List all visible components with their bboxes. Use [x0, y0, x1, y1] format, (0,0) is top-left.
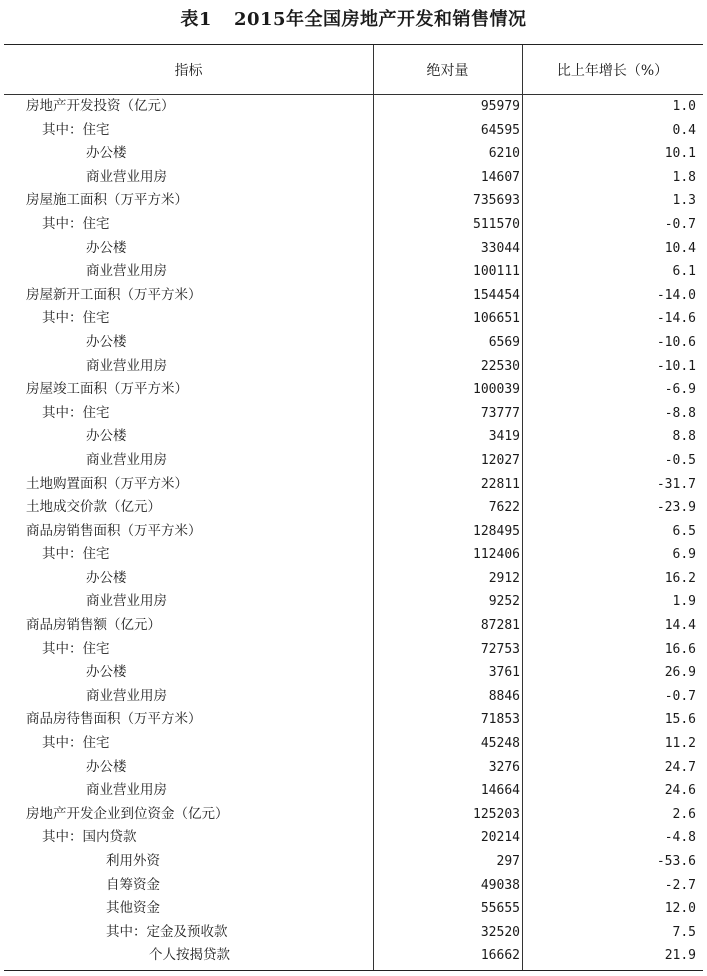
row-growth-value: 11.2: [664, 736, 696, 752]
row-absolute-value: 154454: [473, 287, 520, 303]
row-label: 商品房待售面积（万平方米）: [26, 711, 202, 728]
row-label: 商业营业用房: [86, 593, 167, 610]
row-absolute-value: 511570: [473, 216, 520, 232]
table-row: [4, 614, 703, 638]
row-growth-value: -0.7: [664, 688, 696, 704]
table-row: [4, 520, 703, 544]
row-absolute-value: 12027: [480, 452, 520, 468]
row-label: 土地成交价款（亿元）: [26, 499, 161, 516]
table-body: [4, 95, 703, 968]
row-label: 办公楼: [86, 569, 127, 586]
table-header: [4, 45, 703, 95]
row-growth-value: 6.1: [672, 264, 696, 280]
row-absolute-value: 125203: [473, 806, 520, 822]
row-label: 其他资金: [106, 900, 160, 917]
row-absolute-value: 6210: [488, 146, 520, 162]
row-label: 自筹资金: [106, 876, 160, 893]
row-growth-value: 8.8: [672, 429, 696, 445]
table-row: [4, 944, 703, 968]
row-label: 利用外资: [106, 853, 160, 869]
row-growth-value: -2.7: [664, 877, 696, 893]
row-label: 房地产开发投资（亿元）: [26, 98, 175, 114]
row-absolute-value: 49038: [480, 877, 520, 893]
row-growth-value: -23.9: [656, 500, 696, 516]
row-absolute-value: 16662: [480, 948, 520, 964]
table-caption: 2015年全国房地产开发和销售情况: [233, 9, 527, 30]
table-row: [4, 237, 703, 261]
row-growth-value: -0.7: [664, 216, 696, 232]
row-absolute-value: 3761: [488, 665, 520, 681]
row-absolute-value: 71853: [480, 712, 520, 728]
row-growth-value: -6.9: [664, 382, 696, 398]
row-growth-value: -10.1: [656, 358, 696, 374]
row-label: 办公楼: [86, 428, 127, 445]
row-growth-value: -10.6: [656, 334, 696, 350]
table-row: [4, 543, 703, 567]
row-label: 其中：住宅: [42, 404, 110, 421]
header-indicator: 指标: [174, 63, 203, 79]
row-label: 商业营业用房: [86, 168, 167, 185]
table-row: [4, 850, 703, 874]
row-absolute-value: 45248: [480, 736, 520, 752]
row-label: 其中：住宅: [42, 121, 110, 138]
table-row: [4, 897, 703, 921]
table-row: [4, 708, 703, 732]
table-row: [4, 307, 703, 331]
row-growth-value: 24.7: [664, 759, 696, 775]
row-absolute-value: 7622: [488, 500, 520, 516]
row-label: 房屋竣工面积（万平方米）: [26, 381, 188, 398]
row-label: 其中：住宅: [42, 640, 110, 657]
row-growth-value: 12.0: [664, 901, 696, 917]
table-row: [4, 166, 703, 190]
row-absolute-value: 22811: [480, 476, 520, 492]
row-absolute-value: 14664: [480, 783, 520, 799]
row-growth-value: 14.4: [664, 618, 696, 634]
table-row: [4, 355, 703, 379]
table-row: [4, 779, 703, 803]
row-growth-value: 10.4: [664, 240, 696, 256]
row-growth-value: 1.3: [672, 193, 696, 209]
row-label: 土地购置面积（万平方米）: [26, 475, 188, 492]
row-growth-value: 24.6: [664, 783, 696, 799]
row-growth-value: 10.1: [664, 146, 696, 162]
row-growth-value: 21.9: [664, 948, 696, 964]
row-absolute-value: 20214: [480, 830, 520, 846]
row-label: 办公楼: [86, 145, 127, 162]
row-absolute-value: 33044: [480, 240, 520, 256]
row-growth-value: 16.2: [664, 570, 696, 586]
table-row: [4, 284, 703, 308]
table-row: [4, 661, 703, 685]
row-growth-value: -0.5: [664, 452, 696, 468]
row-label: 商业营业用房: [86, 357, 167, 374]
row-absolute-value: 95979: [480, 99, 520, 114]
row-label: 办公楼: [86, 333, 127, 350]
row-absolute-value: 100039: [473, 382, 520, 398]
table-row: [4, 378, 703, 402]
row-label: 商业营业用房: [86, 782, 167, 799]
row-absolute-value: 87281: [480, 618, 520, 634]
table-row: [4, 638, 703, 662]
row-absolute-value: 735693: [473, 193, 520, 209]
row-growth-value: 2.6: [672, 806, 696, 822]
row-label: 办公楼: [86, 758, 127, 775]
row-absolute-value: 112406: [473, 547, 520, 563]
table-row: [4, 449, 703, 473]
table-row: [4, 685, 703, 709]
row-growth-value: 26.9: [664, 665, 696, 681]
row-growth-value: 6.5: [672, 523, 696, 539]
table-row: [4, 803, 703, 827]
table-row: [4, 732, 703, 756]
row-absolute-value: 106651: [473, 311, 520, 327]
row-label: 商业营业用房: [86, 687, 167, 704]
header-absolute: 绝对量: [426, 63, 469, 79]
row-absolute-value: 55655: [480, 901, 520, 917]
row-absolute-value: 64595: [480, 122, 520, 138]
row-growth-value: 1.0: [672, 99, 696, 114]
row-growth-value: -31.7: [656, 476, 696, 492]
row-absolute-value: 3419: [488, 429, 520, 445]
table-row: [4, 260, 703, 284]
row-growth-value: 0.4: [672, 122, 696, 138]
row-growth-value: 6.9: [672, 547, 696, 563]
table-row: [4, 567, 703, 591]
row-label: 其中：住宅: [42, 735, 110, 752]
row-absolute-value: 100111: [473, 264, 520, 280]
row-growth-value: 15.6: [664, 712, 696, 728]
table-row: [4, 142, 703, 166]
row-label: 办公楼: [86, 664, 127, 681]
table-number: 表1: [180, 9, 212, 30]
table-title: [0, 6, 707, 34]
row-absolute-value: 2912: [488, 570, 520, 586]
table-row: [4, 756, 703, 780]
row-growth-value: -53.6: [656, 854, 696, 869]
row-label: 其中：国内贷款: [42, 829, 137, 846]
table-row: [4, 213, 703, 237]
table-row: [4, 402, 703, 426]
table-row: [4, 119, 703, 143]
row-label: 其中：住宅: [42, 215, 110, 232]
table-row: [4, 331, 703, 355]
table-row: [4, 874, 703, 898]
row-growth-value: -14.6: [656, 311, 696, 327]
row-growth-value: -14.0: [656, 287, 696, 303]
table-row: [4, 921, 703, 945]
header-growth: 比上年增长（%）: [556, 63, 669, 79]
row-label: 其中：住宅: [42, 310, 110, 327]
row-label: 个人按揭贷款: [149, 947, 230, 964]
row-absolute-value: 73777: [480, 405, 520, 421]
row-label: 房屋施工面积（万平方米）: [26, 192, 188, 209]
row-absolute-value: 9252: [488, 594, 520, 610]
row-absolute-value: 8846: [488, 688, 520, 704]
row-absolute-value: 14607: [480, 169, 520, 185]
row-label: 其中：定金及预收款: [106, 923, 228, 940]
row-label: 商业营业用房: [86, 451, 167, 468]
row-label: 商品房销售额（亿元）: [26, 617, 161, 634]
row-absolute-value: 3276: [488, 759, 520, 775]
row-growth-value: 1.8: [672, 169, 696, 185]
row-absolute-value: 22530: [480, 358, 520, 374]
row-absolute-value: 128495: [473, 523, 520, 539]
table-row: [4, 590, 703, 614]
table-row: [4, 473, 703, 497]
table-row: [4, 189, 703, 213]
row-growth-value: 7.5: [672, 924, 696, 940]
row-absolute-value: 32520: [480, 924, 520, 940]
row-label: 房屋新开工面积（万平方米）: [26, 286, 202, 303]
row-absolute-value: 72753: [480, 641, 520, 657]
row-label: 商业营业用房: [86, 263, 167, 280]
table-row: [4, 95, 703, 119]
row-growth-value: -8.8: [664, 405, 696, 421]
row-label: 办公楼: [86, 239, 127, 256]
table-row: [4, 826, 703, 850]
row-label: 商品房销售面积（万平方米）: [26, 522, 202, 539]
row-growth-value: 1.9: [672, 594, 696, 610]
row-absolute-value: 297: [496, 854, 520, 869]
row-label: 其中：住宅: [42, 546, 110, 563]
table-row: [4, 496, 703, 520]
row-label: 房地产开发企业到位资金（亿元）: [26, 805, 229, 822]
row-absolute-value: 6569: [488, 334, 520, 350]
data-table: [4, 44, 703, 971]
table-row: [4, 425, 703, 449]
row-growth-value: -4.8: [664, 830, 696, 846]
row-growth-value: 16.6: [664, 641, 696, 657]
